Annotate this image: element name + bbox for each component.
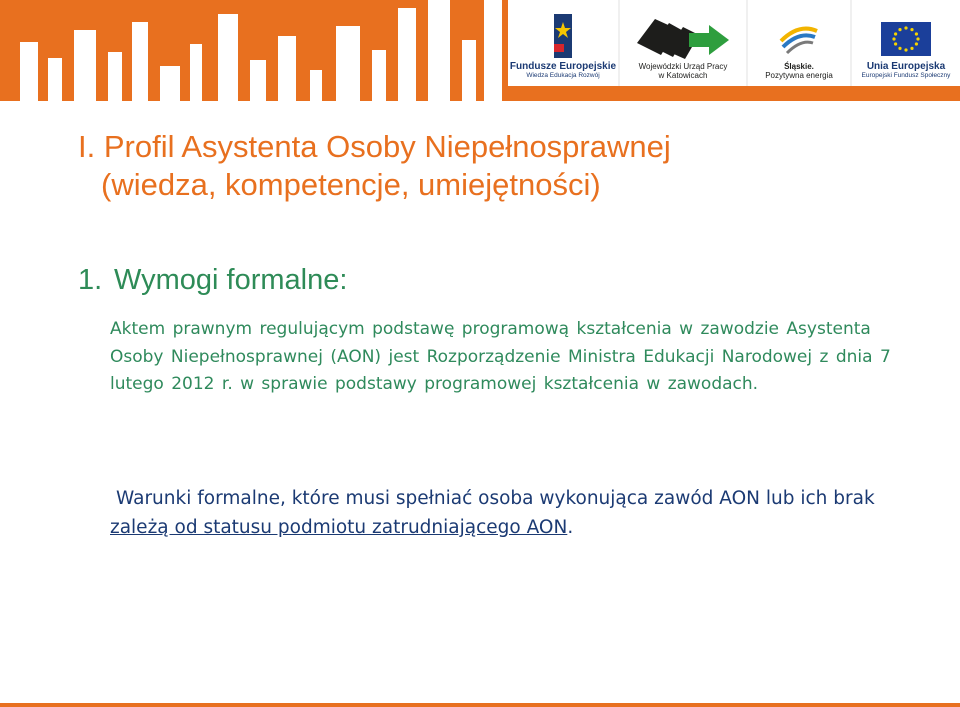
header-banner [0,0,960,101]
wup-line2: w Katowicach [658,71,708,80]
fundusze-title: Fundusze Europejskie [509,61,617,72]
banner-decoration [218,14,238,101]
ue-title: Unia Europejska [866,61,946,72]
paragraph-formal-conditions [110,484,910,542]
logo-slaskie [748,0,852,86]
banner-decoration [310,70,322,101]
bottom-divider [0,703,960,707]
banner-decoration [48,58,62,101]
banner-decoration [462,40,476,101]
banner-decoration [278,36,296,101]
section-heading [78,264,347,297]
banner-decoration [132,22,148,101]
section-number: 1. [78,264,103,296]
slaskie-subtitle: Pozytywna energia [765,71,833,80]
banner-decoration [372,50,386,101]
wup-arrow-icon [633,13,733,59]
banner-decoration [108,52,122,101]
paragraph2-text: Warunki formalne, które musi spełniać osoba wykonująca zawód AON lub ich brak [116,488,875,509]
logo-fundusze-europejskie [508,0,620,86]
section-title: Wymogi formalne: [114,264,348,296]
banner-decoration [336,26,360,101]
ue-subtitle: Europejski Fundusz Społeczny [861,72,951,79]
banner-decoration [160,66,180,101]
banner-decoration [398,8,416,101]
wup-line1: Wojewódzki Urząd Pracy [638,62,728,71]
title-line2: (wiedza, kompetencje, umiejętności) [101,167,601,202]
slaskie-title: Śląskie. [784,62,814,71]
paragraph2-underlined: zależą od statusu podmiotu zatrudniającego AON [110,517,568,538]
fundusze-subtitle: Wiedza Edukacja Rozwój [526,72,600,79]
slaskie-wave-icon [777,17,821,57]
banner-decoration [190,44,202,101]
logo-unia-europejska [852,0,960,86]
title-line1: I. Profil Asystenta Osoby Niepełnosprawnej [78,129,671,164]
banner-decoration [428,0,450,101]
fundusze-star-icon [548,14,578,58]
banner-decoration [250,60,266,101]
paragraph-legal-basis: Aktem prawnym regulującym podstawę programową kształcenia w zawodzie Asystenta Osoby Niepełnosprawnej (AON) jest Rozporządzenie Ministra Edukacji Narodowej z dnia 7 lutego 2012 r. w sprawie podstawy programowej kształcenia w zawodach. [110,319,891,395]
banner-decoration [20,42,38,101]
banner-decoration [484,0,502,101]
page-title [78,128,671,204]
eu-flag-icon [881,22,931,56]
logo-wup-katowice [620,0,748,86]
paragraph2-end: . [567,517,574,538]
banner-decoration [74,30,96,101]
logos-strip [508,0,960,86]
